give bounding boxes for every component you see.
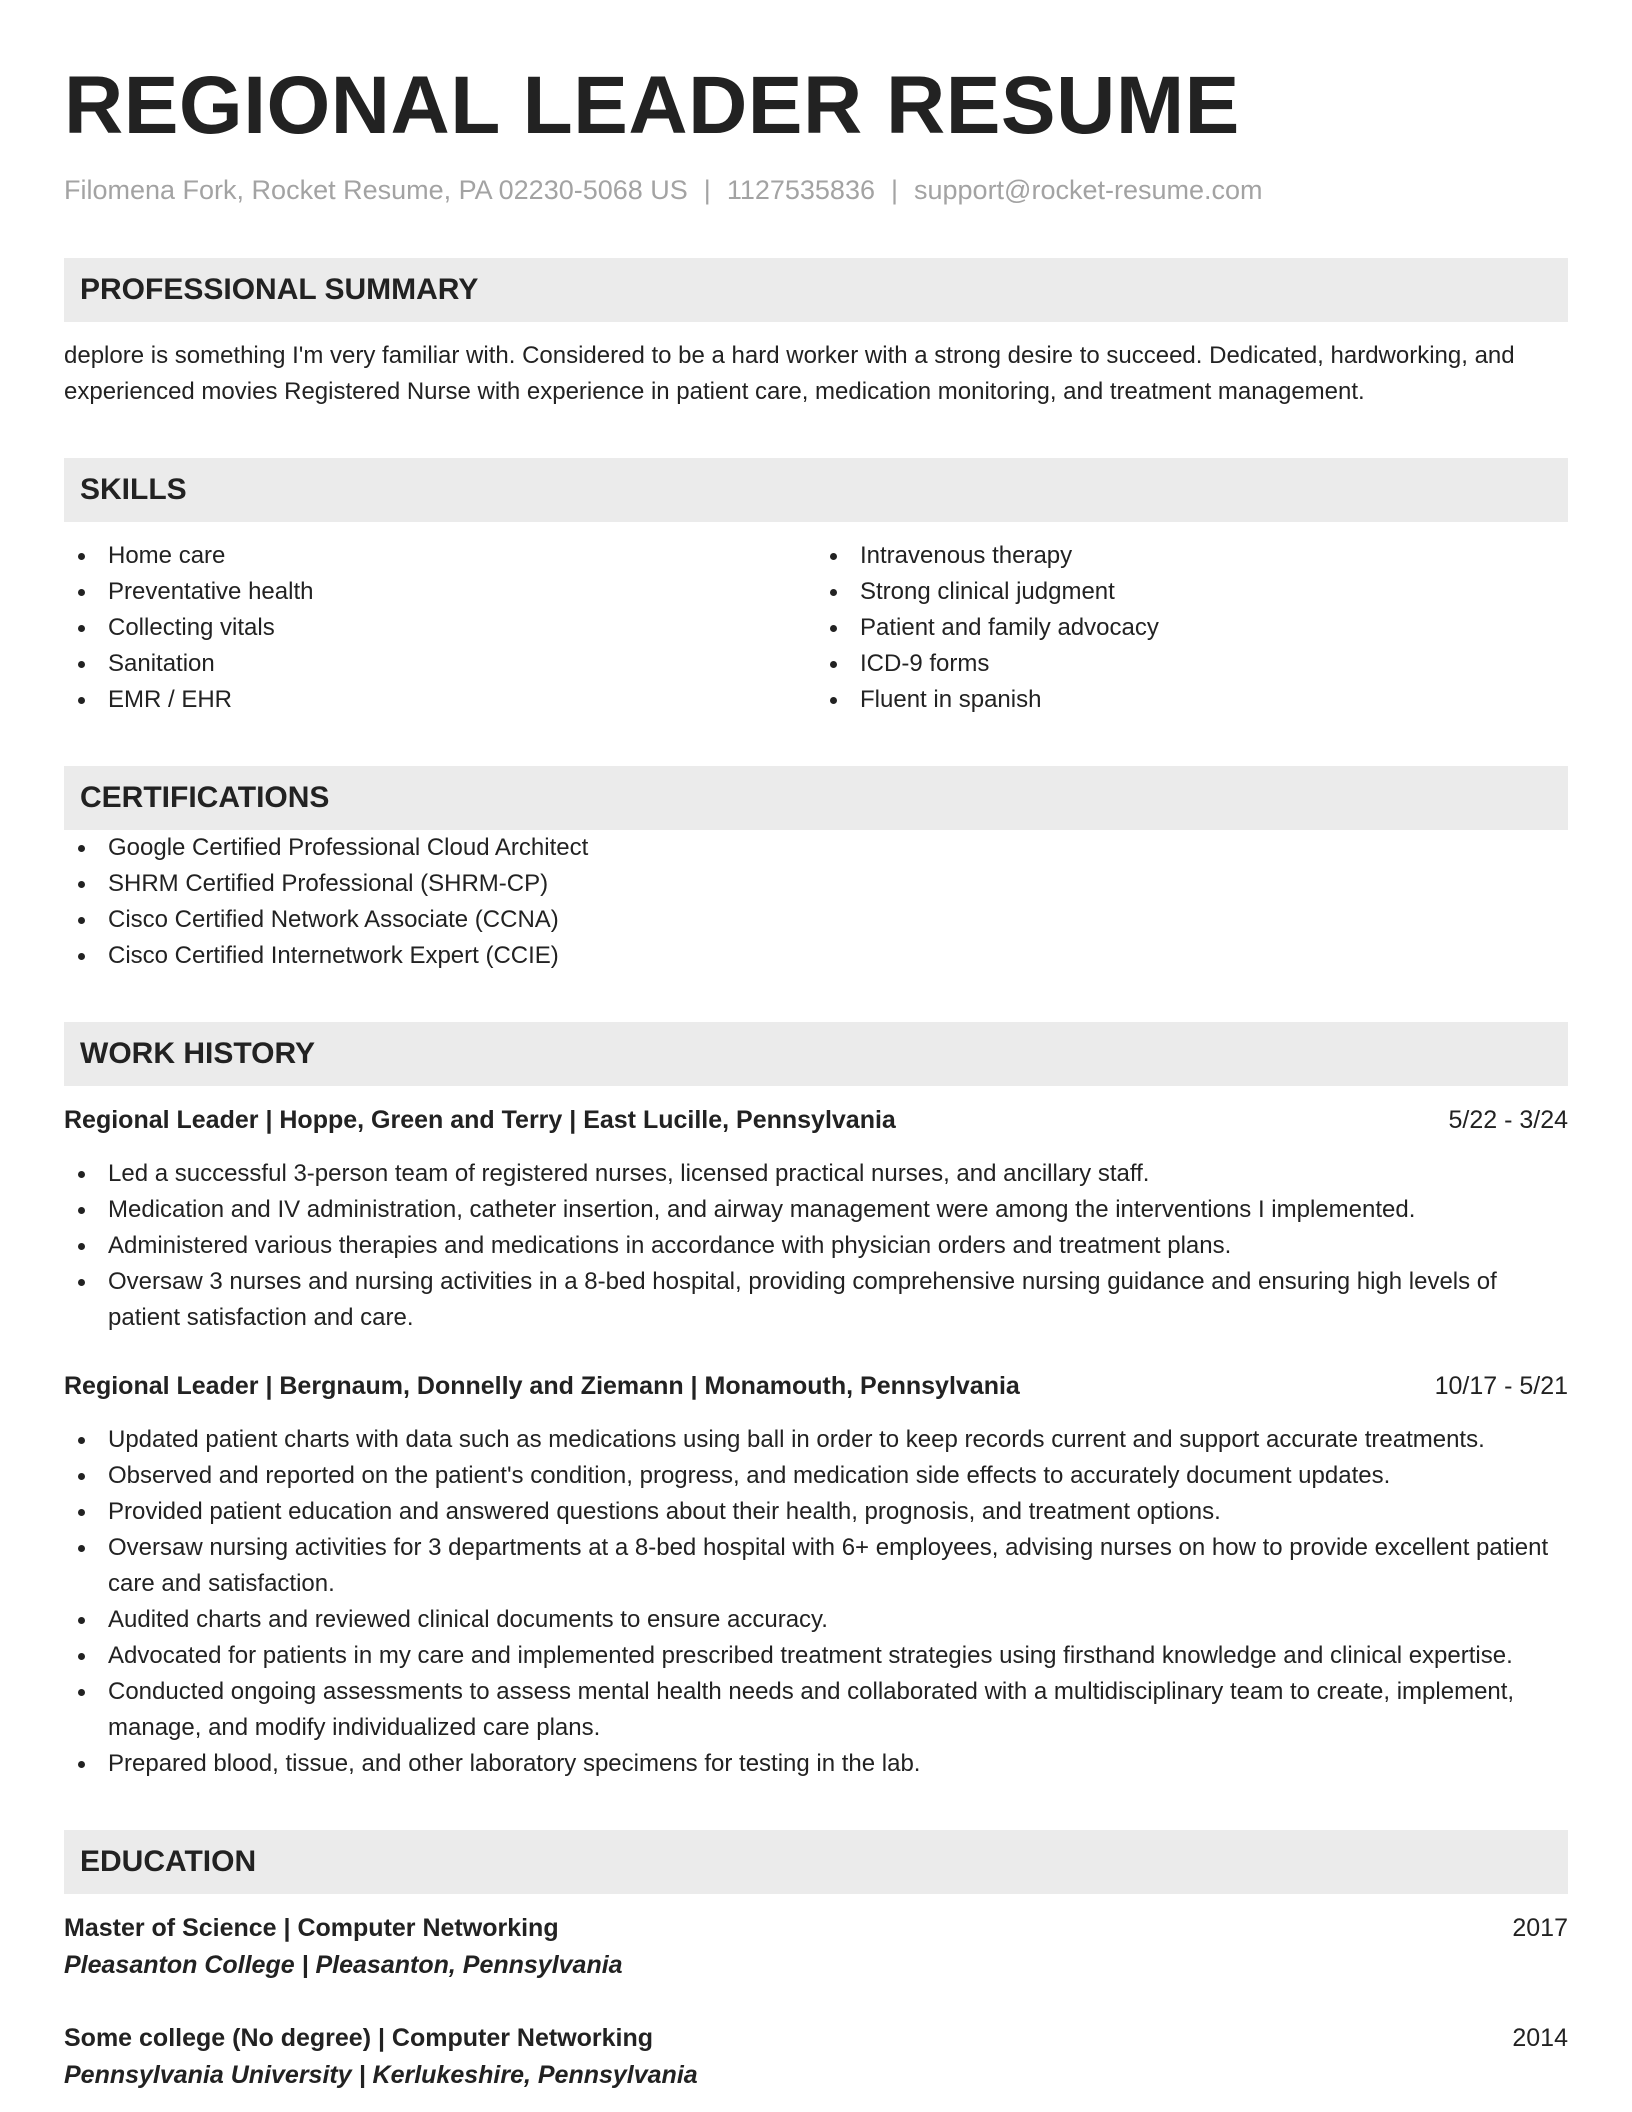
job-bullet: Medication and IV administration, catheter insertion, and airway management were among the interventions I implemented. [64,1192,1568,1228]
contact-phone: 1127535836 [726,175,875,205]
education-degree: Some college (No degree) | Computer Networking [64,2024,654,2052]
skill-item: Intravenous therapy [816,538,1568,574]
resume-title: REGIONAL LEADER RESUME [64,60,1240,151]
skill-item: Sanitation [64,646,816,682]
contact-separator: | [890,175,898,205]
skill-item: EMR / EHR [64,682,816,718]
skills-left-list [64,538,816,718]
job-bullet: Led a successful 3-person team of registered nurses, licensed practical nurses, and ancillary staff. [64,1156,1568,1192]
contact-line [64,170,1568,210]
job-header [64,1368,1568,1404]
job-title: Regional Leader | Hoppe, Green and Terry | East Lucille, Pennsylvania [64,1106,896,1134]
contact-email[interactable]: support@rocket-resume.com [914,175,1263,205]
certifications-list [64,830,1568,974]
skills-heading: SKILLS [64,458,1568,522]
job-bullet: Prepared blood, tissue, and other laboratory specimens for testing in the lab. [64,1746,1568,1782]
education-heading: EDUCATION [64,1830,1568,1894]
contact-separator: | [703,175,711,205]
job-bullet: Updated patient charts with data such as medications using ball in order to keep records current and support accurate treatments. [64,1422,1568,1458]
job-bullets [64,1156,1568,1336]
skill-item: Preventative health [64,574,816,610]
certifications-heading: CERTIFICATIONS [64,766,1568,830]
job-header [64,1102,1568,1138]
certification-item: Google Certified Professional Cloud Architect [64,830,1568,866]
skills-right-list [816,538,1568,718]
job-entry [64,1368,1568,1782]
summary-text: deplore is something I'm very familiar with. Considered to be a hard worker with a strong desire to succeed. Dedicated, hardworking, and experienced movies Registered Nurse with experience in patient care, medication monitoring, and treatment management. [64,342,1515,405]
job-bullet: Oversaw 3 nurses and nursing activities in a 8-bed hospital, providing comprehensive nursing guidance and ensuring high levels of patient satisfaction and care. [64,1264,1568,1336]
job-bullets [64,1422,1568,1782]
education-school: Pleasanton College | Pleasanton, Pennsylvania [64,1951,623,1979]
education-header [64,1910,1568,1946]
education-header [64,2020,1568,2056]
work-history-heading: WORK HISTORY [64,1022,1568,1086]
job-bullet: Conducted ongoing assessments to assess mental health needs and collaborated with a multidisciplinary team to create, implement, manage, and modify individualized care plans. [64,1674,1568,1746]
certification-item: SHRM Certified Professional (SHRM-CP) [64,866,1568,902]
certification-item: Cisco Certified Network Associate (CCNA) [64,902,1568,938]
job-bullet: Administered various therapies and medications in accordance with physician orders and treatment plans. [64,1228,1568,1264]
skill-item: ICD-9 forms [816,646,1568,682]
skill-item: Patient and family advocacy [816,610,1568,646]
contact-address: Filomena Fork, Rocket Resume, PA 02230-5068 US [64,175,688,205]
job-bullet: Oversaw nursing activities for 3 departments at a 8-bed hospital with 6+ employees, advising nurses on how to provide excellent patient care and satisfaction. [64,1530,1568,1602]
job-dates: 10/17 - 5/21 [1434,1372,1568,1400]
summary-heading: PROFESSIONAL SUMMARY [64,258,1568,322]
job-bullet: Observed and reported on the patient's condition, progress, and medication side effects to accurately document updates. [64,1458,1568,1494]
education-entry [64,1910,1568,1984]
certification-item: Cisco Certified Internetwork Expert (CCIE) [64,938,1568,974]
job-title: Regional Leader | Bergnaum, Donnelly and Ziemann | Monamouth, Pennsylvania [64,1372,1020,1400]
education-entry [64,2020,1568,2094]
education-school: Pennsylvania University | Kerlukeshire, Pennsylvania [64,2061,698,2089]
skill-item: Home care [64,538,816,574]
job-dates: 5/22 - 3/24 [1448,1106,1568,1134]
skill-item: Fluent in spanish [816,682,1568,718]
skill-item: Collecting vitals [64,610,816,646]
job-bullet: Audited charts and reviewed clinical documents to ensure accuracy. [64,1602,1568,1638]
skill-item: Strong clinical judgment [816,574,1568,610]
job-entry [64,1102,1568,1336]
education-year: 2014 [1512,2024,1568,2052]
job-bullet: Advocated for patients in my care and implemented prescribed treatment strategies using firsthand knowledge and clinical expertise. [64,1638,1568,1674]
education-year: 2017 [1512,1914,1568,1942]
skills-grid [64,538,1568,718]
job-bullet: Provided patient education and answered questions about their health, prognosis, and treatment options. [64,1494,1568,1530]
education-degree: Master of Science | Computer Networking [64,1914,559,1942]
